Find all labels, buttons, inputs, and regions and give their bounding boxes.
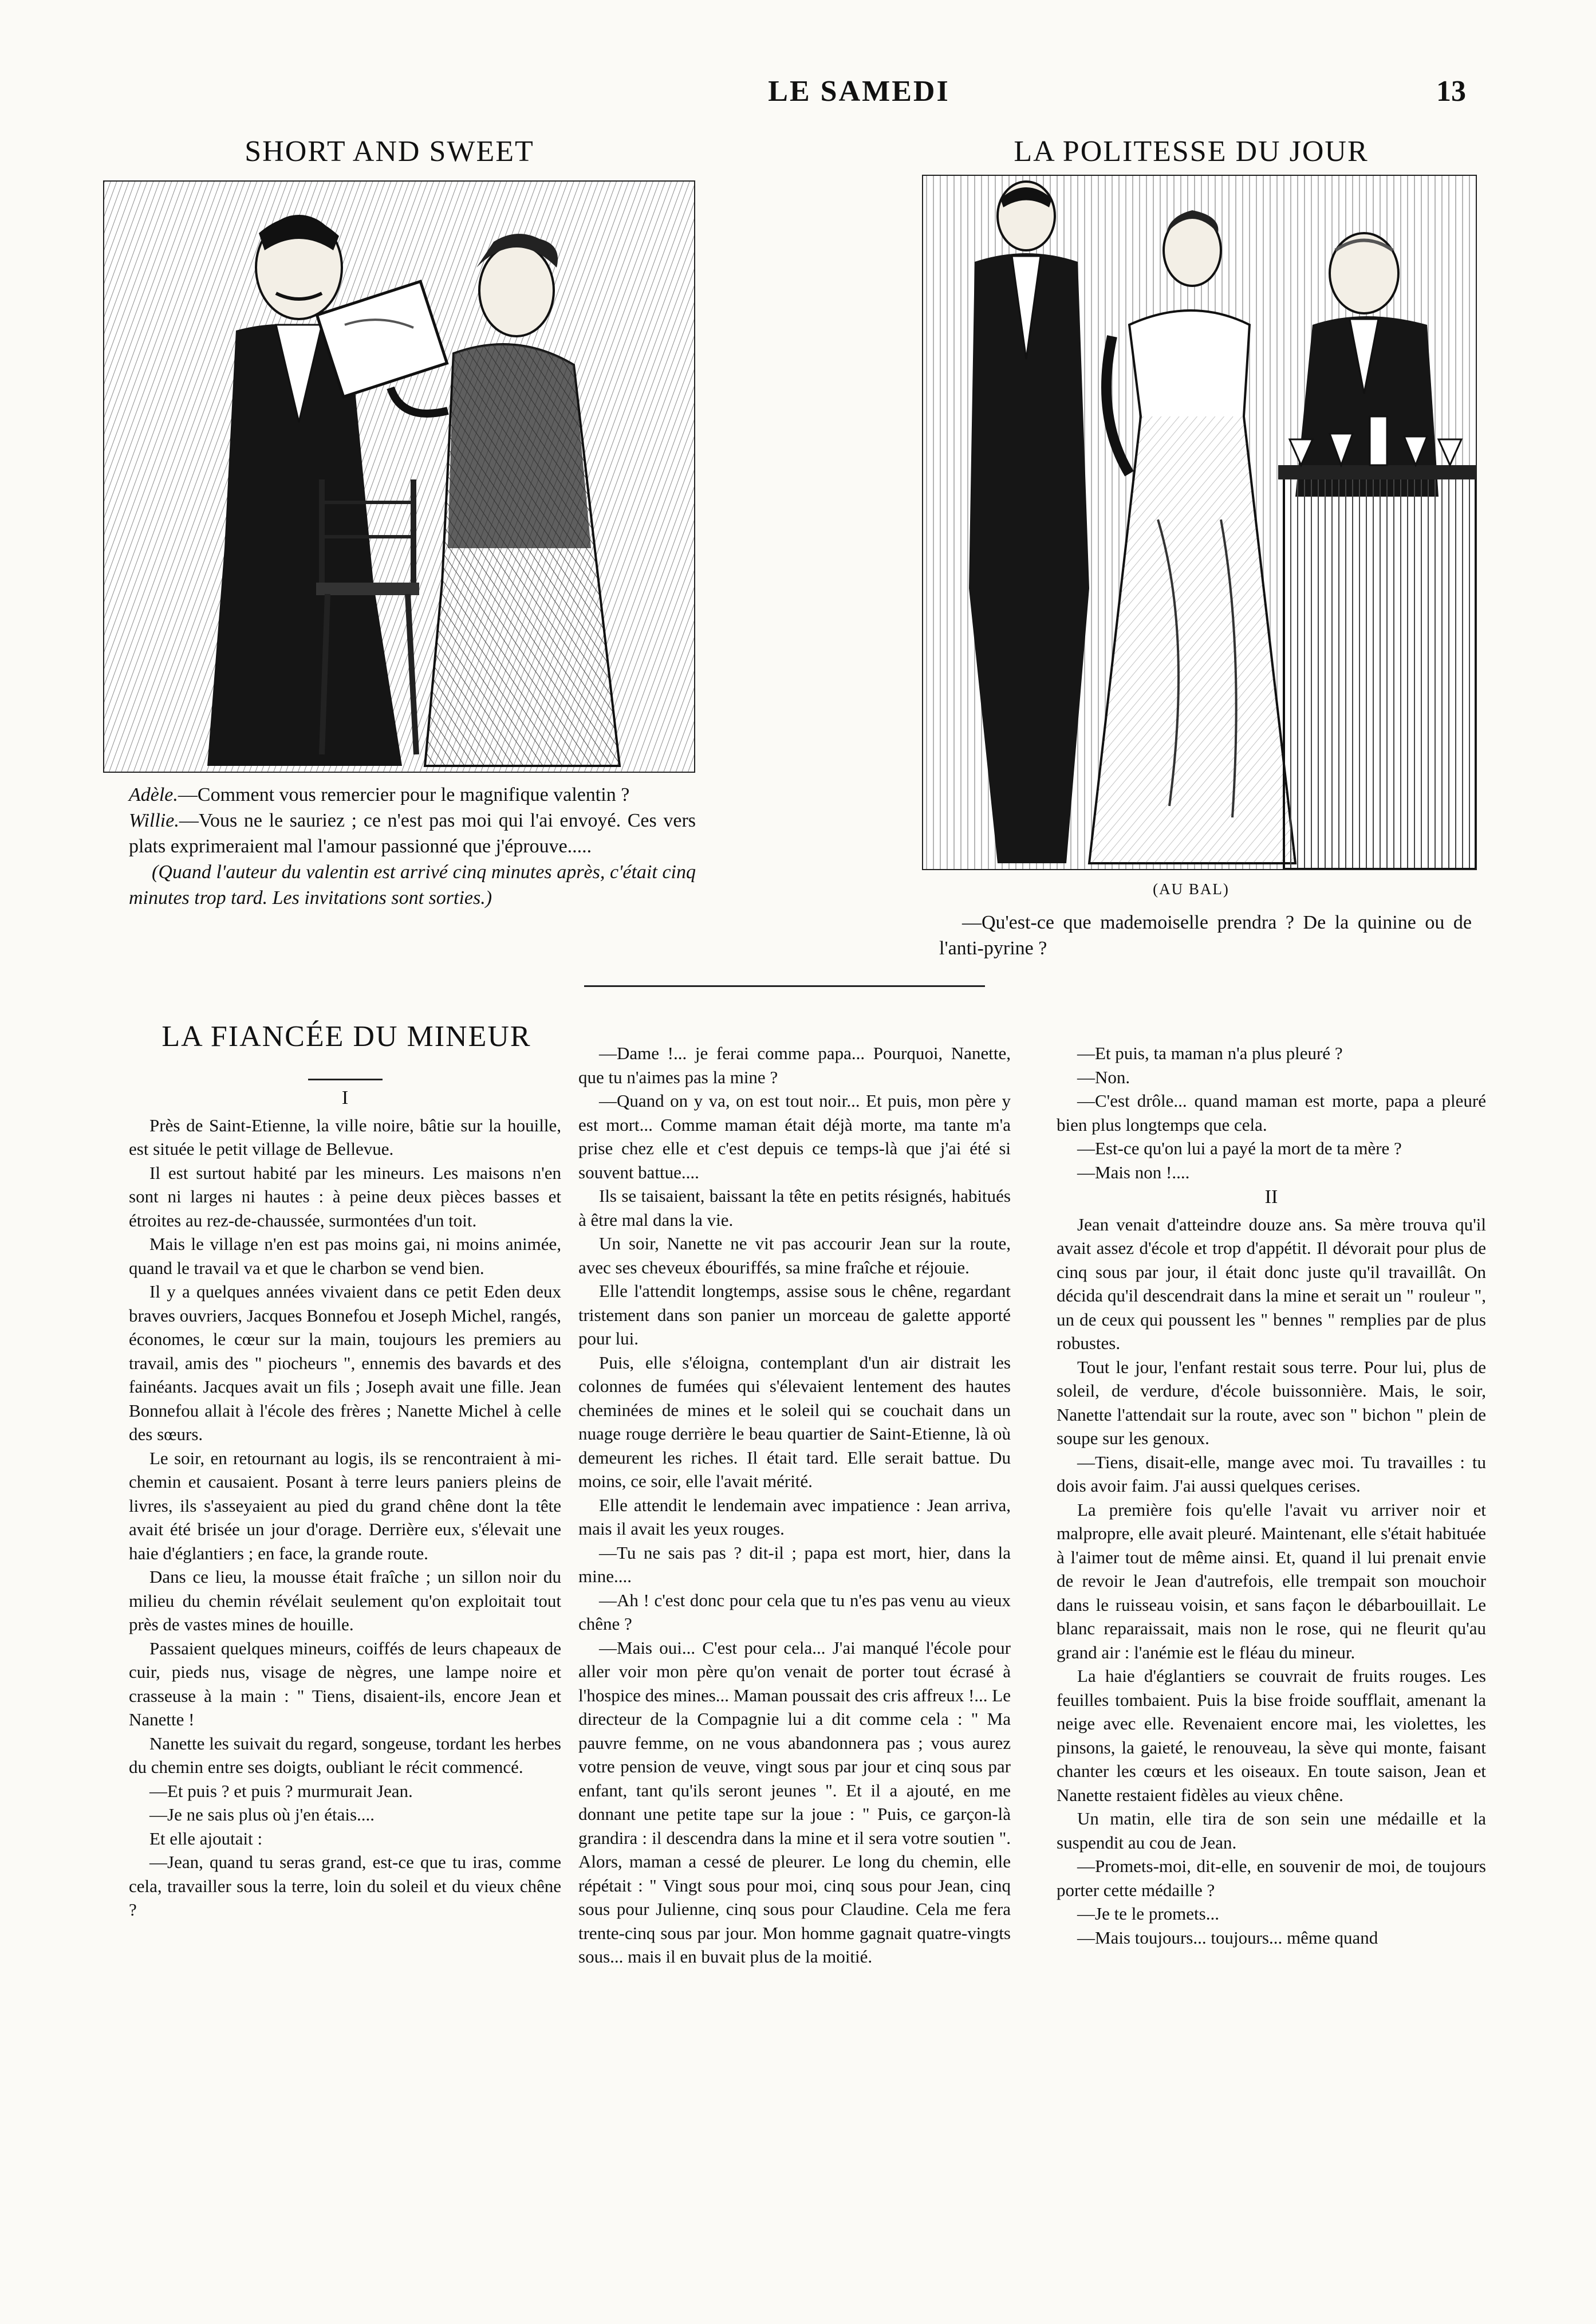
page-number: 13 bbox=[1436, 75, 1466, 108]
paragraph: —Je ne sais plus où j'en étais.... bbox=[149, 1804, 375, 1824]
paragraph: —Tiens, disait-elle, mange avec moi. Tu travailles : tu dois avoir faim. J'ai aussi quelques cerises. bbox=[1057, 1452, 1486, 1496]
paragraph: —Dame !... je ferai comme papa... Pourquoi, Nanette, que tu n'aimes pas la mine ? bbox=[578, 1043, 1011, 1087]
paragraph: Ils se taisaient, baissant la tête en petits résignés, habitués à être mal dans la vie. bbox=[578, 1186, 1011, 1230]
cartoon-right-subtitle: (AU BAL) bbox=[1153, 880, 1229, 898]
paragraph: —Jean, quand tu seras grand, est-ce que tu iras, comme cela, travailler sous la terre, loin du soleil et du vieux chêne ? bbox=[129, 1852, 561, 1920]
paragraph: —Et puis, ta maman n'a plus pleuré ? bbox=[1077, 1043, 1343, 1063]
paragraph: Un soir, Nanette ne vit pas accourir Jean sur la route, avec ses cheveux ébouriffés, sa mine fraîche et réjouie. bbox=[578, 1233, 1011, 1277]
paragraph: —Quand on y va, on est tout noir... Et puis, mon père y est mort... Comme maman était déjà morte, ma tante m'a prise chez elle et c'est depuis ce temps-là que j'ai été si souvent battue.... bbox=[578, 1091, 1011, 1182]
paragraph: Un matin, elle tira de son sein une médaille et la suspendit au cou de Jean. bbox=[1057, 1808, 1486, 1853]
paragraph: Le soir, en retournant au logis, ils se rencontraient à mi-chemin et causaient. Posant à terre leurs paniers pleins de livres, ils s'asseyaient au pied du grand chêne dont la tête avait été brisée un jour d'orage. Derrière eux, s'élevait une haie d'églantiers ; en face, la grande route. bbox=[129, 1448, 561, 1563]
paragraph: La première fois qu'elle l'avait vu arriver noir et malpropre, elle avait pleuré. Maintenant, elle s'était habituée à l'aimer tout de même ainsi. Et, quand il lui prenait envie de revoir le Jean d'autrefois, elle trempait son mouchoir dans le ruisseau voisin, et sans façon le débarbouillait. Le blanc reparaissait, mais non le rose, qui ne fleurit qu'au grand air : l'anémie est le fléau du mineur. bbox=[1057, 1499, 1486, 1662]
paragraph: —Est-ce qu'on lui a payé la mort de ta mère ? bbox=[1077, 1138, 1402, 1158]
article-title: LA FIANCÉE DU MINEUR bbox=[161, 1020, 531, 1053]
paragraph: Dans ce lieu, la mousse était fraîche ; un sillon noir du milieu du chemin révélait seulement qu'on exploitait tout près de vastes mines de houille. bbox=[129, 1567, 561, 1634]
section-heading-1: I bbox=[341, 1087, 349, 1108]
caption-line-adele bbox=[129, 782, 696, 808]
caption-willie-text: —Vous ne le sauriez ; ce n'est pas moi qui l'ai envoyé. Ces vers plats exprimeraient mal l'amour passionné que j'éprouve..... bbox=[129, 810, 696, 857]
paragraph: Elle l'attendit longtemps, assise sous le chêne, regardant tristement dans son panier un morceau de galette apporté pour lui. bbox=[578, 1281, 1011, 1348]
caption-adele-text: —Comment vous remercier pour le magnifique valentin ? bbox=[178, 784, 630, 805]
paragraph: —C'est drôle... quand maman est morte, papa a pleuré bien plus longtemps que cela. bbox=[1057, 1091, 1486, 1135]
paragraph: Et elle ajoutait : bbox=[149, 1828, 263, 1849]
cartoon-right-title: LA POLITESSE DU JOUR bbox=[1014, 135, 1369, 168]
cartoon-right-caption: —Qu'est-ce que mademoiselle prendra ? De la quinine ou de l'anti-pyrine ? bbox=[939, 912, 1472, 959]
caption-line-note bbox=[129, 859, 696, 911]
paragraph: La haie d'églantiers se couvrait de fruits rouges. Les feuilles tombaient. Puis la bise froide soufflait, amenant la neige avec elle. Revenaient encore mai, les violettes, les pinsons, la gaieté, le renouveau, la sève qui monte, faisant chanter les cœurs et les oiseaux. En toute saison, Jean et Nanette restaient fidèles au vieux chêne. bbox=[1057, 1666, 1486, 1805]
title-rule bbox=[308, 1079, 383, 1080]
paragraph: Tout le jour, l'enfant restait sous terre. Pour lui, plus de soleil, de verdure, d'école buissonnière. Mais, le soir, Nanette l'attendait sur la route, avec son " bichon " plein de soupe sur les genoux. bbox=[1057, 1356, 1486, 1448]
paragraph: Il y a quelques années vivaient dans ce petit Eden deux braves ouvriers, Jacques Bonnefou et Joseph Michel, rangés, économes, le cœur sur la main, toujours les premiers au travail, amis des " piocheurs ", ennemis des bavards et des fainéants. Jacques avait un fils ; Joseph avait une fille. Jean Bonnefou allait à l'école des frères ; Nanette Michel à celle des sœurs. bbox=[129, 1281, 561, 1444]
article-column-1 bbox=[129, 1063, 561, 1922]
paragraph: Passaient quelques mineurs, coiffés de leurs chapeaux de cuir, pieds nus, visage de nègres, une lampe noire et crasseuse à la main : " Tiens, disaient-ils, encore Jean et Nanette ! bbox=[129, 1638, 561, 1729]
paragraph: —Promets-moi, dit-elle, en souvenir de moi, de toujours porter cette médaille ? bbox=[1057, 1856, 1486, 1900]
paragraph: Elle attendit le lendemain avec impatience : Jean arriva, mais il avait les yeux rouges. bbox=[578, 1495, 1011, 1539]
ballroom-engraving bbox=[923, 176, 1476, 869]
paragraph: Puis, elle s'éloigna, contemplant d'un air distrait les colonnes de fumées qui s'élevaient lentement des hautes cheminées de mines et le soleil qui se couchait dans un nuage rouge derrière le beau quartier de Saint-Etienne, là où demeurent les riches. Il était tard. Elle serait battue. Du moins, ce soir, elle l'avait mérité. bbox=[578, 1352, 1011, 1491]
masthead: LE SAMEDI bbox=[768, 75, 950, 108]
cartoon-left-caption bbox=[129, 782, 696, 911]
caption-note-text: (Quand l'auteur du valentin est arrivé cinq minutes après, c'était cinq minutes trop tard. Les invitations sont sorties.) bbox=[129, 862, 696, 909]
paragraph: —Tu ne sais pas ? dit-il ; papa est mort, hier, dans la mine.... bbox=[578, 1542, 1011, 1586]
paragraph: Près de Saint-Etienne, la ville noire, bâtie sur la houille, est située le petit village de Bellevue. bbox=[129, 1115, 561, 1159]
paragraph: —Mais toujours... toujours... même quand bbox=[1077, 1927, 1378, 1948]
paragraph: —Et puis ? et puis ? murmurait Jean. bbox=[149, 1780, 413, 1801]
paragraph: Nanette les suivait du regard, songeuse, tordant les herbes du chemin entre ses doigts, oubliant le récit commencé. bbox=[129, 1733, 561, 1777]
paragraph: Jean venait d'atteindre douze ans. Sa mère trouva qu'il avait assez d'école et trop d'appétit. Il dévorait pour plus de cinq sous par jour, il était donc juste qu'il travaillât. On décida qu'il descendrait dans la mine et serait un " rouleur ", un de ceux qui poussent les " bennes " remplies par de plus robustes. bbox=[1057, 1214, 1486, 1353]
article-column-3 bbox=[1057, 1041, 1486, 1949]
paragraph: —Mais oui... C'est pour cela... J'ai manqué l'école pour aller voir mon père qu'on venait de porter tout écrasé à l'hospice des mines... Maman poussait des cris affreux !... Le directeur de la Compagnie lui a dit comme cela : " Ma pauvre femme, on ne vous abandonnera pas ; vous aurez votre pension de veuve, vingt sous par jour et cinq sous par enfant, tant qu'ils seront jeunes ". Et il a ajouté, en me donnant une petite tape sur la joue : " Puis, ce garçon-là grandira : il descendra dans la mine et il sera votre soutien ". Alors, maman a cessé de pleurer. Le long du chemin, elle répétait : " Vingt sous pour moi, cinq sous pour Jean, cinq sous pour Julienne, cinq sous pour Claudine. Cela me fera trente-cinq sous par jour. Mon homme gagnait quatre-vingts sous... mais il en buvait plus de la moitié. bbox=[578, 1637, 1011, 1967]
cartoon-right-illustration bbox=[922, 175, 1477, 870]
courtship-engraving bbox=[104, 182, 694, 772]
section-divider bbox=[584, 985, 985, 987]
cartoon-left-illustration bbox=[103, 180, 695, 773]
paragraph: —Non. bbox=[1077, 1067, 1130, 1087]
cartoon-left-title: SHORT AND SWEET bbox=[245, 135, 534, 168]
paragraph: —Ah ! c'est donc pour cela que tu n'es pas venu au vieux chêne ? bbox=[578, 1590, 1011, 1634]
section-heading-2: II bbox=[1264, 1186, 1278, 1208]
paragraph: Mais le village n'en est pas moins gai, ni moins animée, quand le travail va et que le charbon se vend bien. bbox=[129, 1234, 561, 1278]
caption-line-willie bbox=[129, 808, 696, 859]
speaker-willie: Willie. bbox=[129, 810, 179, 831]
speaker-adele: Adèle. bbox=[129, 784, 178, 805]
paragraph: —Je te le promets... bbox=[1077, 1904, 1219, 1924]
article-column-2 bbox=[578, 1041, 1011, 1969]
paragraph: Il est surtout habité par les mineurs. Les maisons n'en sont ni larges ni hautes : à peine deux pièces basses et étroites au rez-de-chaussée, surmontées d'un toit. bbox=[129, 1162, 561, 1230]
paragraph: —Mais non !.... bbox=[1077, 1162, 1190, 1182]
